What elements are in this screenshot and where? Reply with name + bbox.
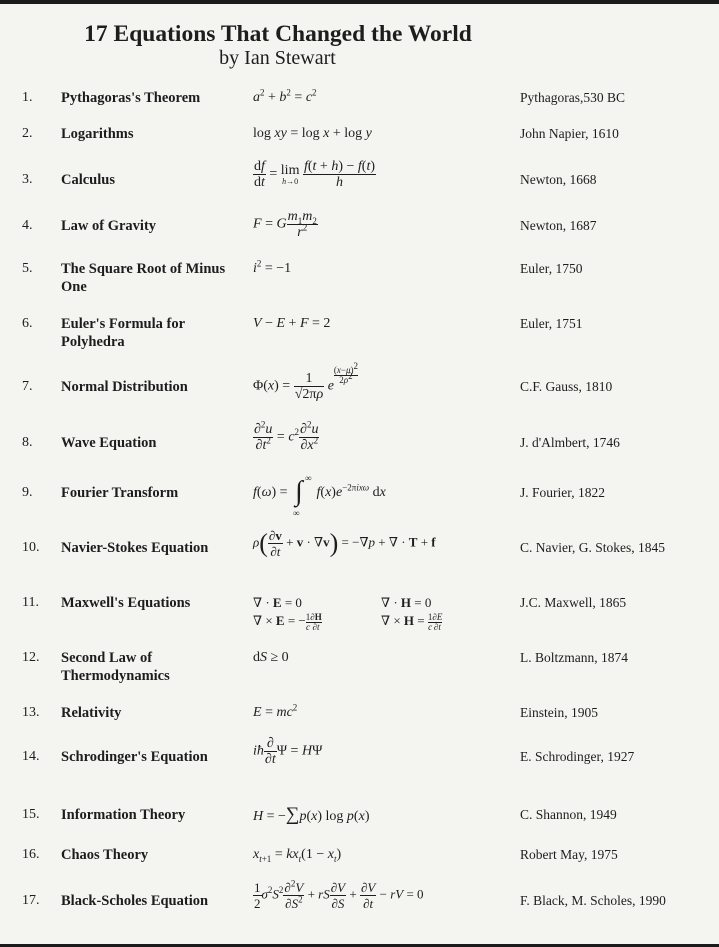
item-number: 8.	[22, 435, 33, 450]
item-number: 12.	[22, 650, 40, 665]
item-equation: $\frac{\partial^2u}{\partial t^2}$ = $c^2$ $\frac{\partial^2u}{\partial x^2}$	[254, 419, 319, 453]
item-number: 5.	[22, 261, 33, 276]
page-subtitle: by Ian Stewart	[219, 47, 336, 69]
item-credit: Newton, 1668	[520, 172, 597, 187]
item-credit: Pythagoras,530 BC	[520, 90, 626, 105]
item-name: Logarithms	[61, 126, 134, 142]
page-header	[0, 21, 555, 69]
item-equation: iħ $\frac{\partial}{\partial t}$ Ψ = HΨ	[253, 736, 323, 767]
item-equation: $E = mc^2$	[253, 702, 298, 720]
item-equation: Φ(x) = $\frac{1}{√2\pi\rho}$ e $^{\frac{(x-\mu)^2}{2\rho^2}}$	[253, 361, 359, 402]
item-equation: $\frac{df}{dt}$ = lim h→0 $\frac{f(t + h) - f(t)}{h}$	[254, 159, 376, 190]
item-credit: Newton, 1687	[520, 218, 597, 233]
item-credit: C.F. Gauss, 1810	[520, 379, 613, 394]
item-equation: $\frac{1}{2}$ $\sigma^2S^2$ $\frac{\partial^2V}{\partial S^2}$ + rS $\frac{\partial V}{\partial S}$ + $\frac{\partial V}{\partial t}$ − rV = 0	[254, 878, 424, 911]
item-equation: log xy = log x + log y	[253, 126, 372, 141]
item-credit: Robert May, 1975	[520, 847, 618, 862]
item-equation: H = −∑p(x) log p(x)	[253, 804, 370, 825]
item-name: Maxwell's Equations	[61, 595, 191, 611]
item-number: 17.	[22, 893, 40, 908]
item-number: 9.	[22, 485, 33, 500]
item-number: 4.	[22, 218, 33, 233]
item-credit: John Napier, 1610	[520, 126, 619, 141]
item-name: Navier-Stokes Equation	[61, 540, 209, 556]
item-number: 16.	[22, 847, 40, 862]
item-number: 11.	[22, 595, 39, 610]
item-name: Schrodinger's Equation	[61, 749, 208, 765]
item-name: Second Law of Thermodynamics	[61, 650, 170, 684]
item-credit: Einstein, 1905	[520, 705, 598, 720]
item-name: Wave Equation	[61, 435, 157, 451]
item-name: Chaos Theory	[61, 847, 149, 863]
item-equation: ρ( $\frac{\partial v}{\partial t}$ + v · ∇v) = −∇p + ∇ · T + f	[253, 528, 436, 559]
item-credit: C. Navier, G. Stokes, 1845	[520, 540, 665, 555]
item-name: Calculus	[61, 172, 115, 188]
item-credit: E. Schrodinger, 1927	[520, 749, 635, 764]
item-equation: $i^2 = -1$	[253, 258, 292, 276]
item-equation: $x_{t+1} = kx_t(1 - x_t)$	[253, 847, 342, 864]
item-number: 14.	[22, 749, 40, 764]
item-number: 13.	[22, 705, 40, 720]
item-equation: F = G $\frac{m_1m_2}{r^2}$	[253, 209, 317, 240]
item-number: 6.	[22, 316, 33, 331]
item-name: Normal Distribution	[61, 379, 188, 395]
item-name: Euler's Formula for Polyhedra	[61, 316, 185, 350]
item-name: Black-Scholes Equation	[61, 893, 209, 909]
item-credit: Euler, 1751	[520, 316, 583, 331]
item-credit: C. Shannon, 1949	[520, 807, 617, 822]
item-credit: L. Boltzmann, 1874	[520, 650, 628, 665]
page-title: 17 Equations That Changed the World	[84, 21, 472, 47]
item-number: 2.	[22, 126, 33, 141]
item-name: Law of Gravity	[61, 218, 157, 234]
item-name: Pythagoras's Theorem	[61, 90, 201, 106]
item-equation: $a^2 + b^2 = c^2$	[253, 87, 317, 105]
item-name: Information Theory	[61, 807, 186, 823]
item-number: 10.	[22, 540, 40, 555]
top-border	[0, 0, 719, 4]
item-credit: J. d'Almbert, 1746	[520, 435, 620, 450]
item-number: 1.	[22, 90, 33, 105]
item-name: Fourier Transform	[61, 485, 179, 501]
item-credit: F. Black, M. Scholes, 1990	[520, 893, 666, 908]
item-name: Relativity	[61, 705, 122, 721]
item-equation: V − E + F = 2	[253, 316, 331, 331]
item-credit: J.C. Maxwell, 1865	[520, 595, 627, 610]
item-equation: f(ω) = ∫ ∞ ∞ $f(x)e^{-2\pi ix\omega}$ dx	[253, 473, 386, 518]
item-equation: ∇ · E = 0 ∇ · H = 0 ∇ × E = − $\frac{1}{c}$ $\frac{\partial H}{\partial t}$ ∇ × H = $\frac{1}{c}$ $\frac{\partial E}{\partial t}$	[253, 595, 443, 632]
item-number: 15.	[22, 807, 40, 822]
item-equation: dS ≥ 0	[253, 650, 289, 665]
item-number: 3.	[22, 172, 33, 187]
item-credit: Euler, 1750	[520, 261, 583, 276]
item-name: The Square Root of Minus One	[61, 261, 226, 295]
item-number: 7.	[22, 379, 33, 394]
item-credit: J. Fourier, 1822	[520, 485, 605, 500]
